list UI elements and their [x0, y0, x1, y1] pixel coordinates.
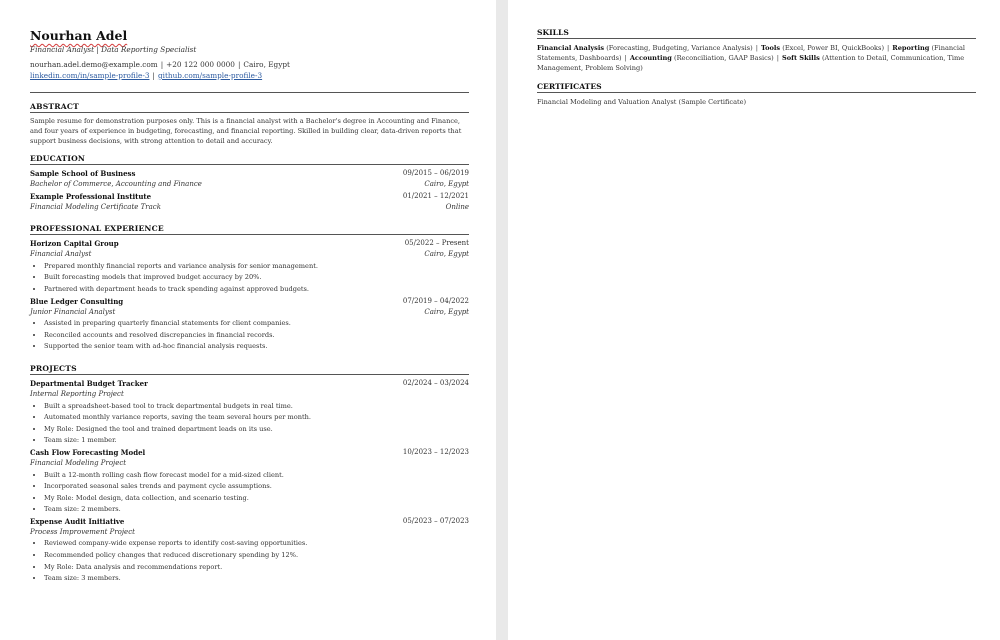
email-text: nourhan.adel.demo@example.com	[30, 60, 158, 69]
bullet-item: • My Role: Designed the tool and trained department leads on its use.	[44, 424, 469, 436]
bullet-list	[30, 318, 469, 353]
experience-entry	[30, 238, 469, 295]
entry-dates: 05/2023 – 07/2023	[402, 516, 469, 525]
entry-location: Cairo, Egypt	[424, 180, 469, 189]
skill-label: Reporting	[892, 44, 930, 52]
entry-dates: 09/2015 – 06/2019	[402, 169, 469, 177]
github-link[interactable]: github.com/sample-profile-3	[157, 71, 263, 80]
bullet-item: • Built a 12-month rolling cash flow forecast model for a mid-sized client.	[44, 470, 469, 482]
bullet-item: • My Role: Data analysis and recommendations report.	[44, 562, 469, 574]
bullet-item: • Supported the senior team with ad-hoc financial analysis requests.	[44, 341, 469, 353]
job-role: Financial Analyst	[30, 250, 92, 259]
section-title-skills: SKILLS	[537, 28, 976, 39]
project-name: Departmental Budget Tracker	[30, 378, 148, 388]
skill-label: Financial Analysis	[537, 44, 605, 52]
education-entry	[30, 168, 469, 191]
certificate-item: Financial Modeling and Valuation Analyst (Sample Certificate)	[537, 98, 747, 106]
skills-text	[537, 43, 976, 73]
section-title-education: EDUCATION	[30, 154, 469, 165]
skill-detail: (Forecasting, Budgeting, Variance Analysis)	[606, 44, 753, 52]
entry-dates: 05/2022 – Present	[404, 239, 469, 248]
entry-dates: 07/2019 – 04/2022	[402, 296, 469, 305]
project-name: Cash Flow Forecasting Model	[30, 447, 146, 457]
entry-location: Cairo, Egypt	[424, 250, 469, 259]
degree-name: Bachelor of Commerce, Accounting and Finance	[30, 180, 202, 189]
bullet-list	[30, 538, 469, 584]
entry-dates: 01/2021 – 12/2021	[402, 191, 469, 200]
job-role: Junior Financial Analyst	[30, 307, 116, 316]
bullet-item: • Reviewed company-wide expense reports to identify cost-saving opportunities.	[44, 538, 469, 550]
skill-label: Soft Skills	[781, 54, 820, 62]
project-entry	[30, 447, 469, 516]
bullet-item: • Built a spreadsheet-based tool to track departmental budgets in real time.	[44, 401, 469, 413]
skill-detail: (Attention to Detail, Communication, Time Management, Problem Solving)	[537, 54, 965, 72]
candidate-title: Financial Analyst | Data Reporting Specialist	[30, 45, 197, 54]
entry-dates: 10/2023 – 12/2023	[402, 447, 469, 456]
section-title-abstract: ABSTRACT	[30, 102, 469, 113]
bullet-item: • Partnered with department heads to track spending against approved budgets.	[44, 284, 469, 296]
separator: |	[755, 44, 758, 52]
bullet-item: • My Role: Model design, data collection, and scenario testing.	[44, 493, 469, 505]
experience-entry	[30, 296, 469, 353]
bullet-item: • Prepared monthly financial reports and variance analysis for senior management.	[44, 261, 469, 273]
resume-page-2	[508, 0, 1000, 640]
bullet-item: • Automated monthly variance reports, saving the team several hours per month.	[44, 412, 469, 424]
project-entry	[30, 378, 469, 447]
phone-text: +20 122 000 0000	[166, 60, 235, 69]
entry-location: Cairo, Egypt	[424, 307, 469, 316]
candidate-name: Nourhan Adel	[30, 28, 128, 43]
separator: |	[624, 54, 627, 62]
project-type: Internal Reporting Project	[30, 390, 124, 399]
skill-detail: (Excel, Power BI, QuickBooks)	[782, 44, 885, 52]
resume-page-1	[0, 0, 496, 640]
section-title-experience: PROFESSIONAL EXPERIENCE	[30, 224, 469, 235]
entry-location: Online	[445, 202, 469, 211]
school-name: Example Professional Institute	[30, 191, 152, 201]
company-name: Horizon Capital Group	[30, 239, 119, 249]
bullet-item: • Reconciled accounts and resolved discrepancies in financial records.	[44, 330, 469, 342]
abstract-text: Sample resume for demonstration purposes only. This is a financial analyst with a Bachelor's degree in Accounting and Finance, and four years of experience in budgeting, forecasting, and financial reporting. Skilled in building clear, data-driven reports that support business decisions, with strong attention to detail and accuracy.	[30, 117, 462, 145]
bullet-item: • Built forecasting models that improved budget accuracy by 20%.	[44, 272, 469, 284]
skill-detail: (Financial Statements, Dashboards)	[537, 44, 966, 62]
bullet-item: • Recommended policy changes that reduced discretionary spending by 12%.	[44, 550, 469, 562]
separator: |	[776, 54, 779, 62]
separator: |	[237, 60, 241, 69]
separator: |	[887, 44, 890, 52]
education-entry	[30, 191, 469, 214]
bullet-item: • Team size: 3 members.	[44, 573, 469, 585]
degree-name: Financial Modeling Certificate Track	[30, 202, 161, 211]
links-line	[30, 70, 469, 81]
linkedin-link[interactable]: linkedin.com/in/sample-profile-3	[30, 71, 150, 80]
separator: |	[160, 60, 164, 69]
school-name: Sample School of Business	[30, 169, 136, 178]
bullet-list	[30, 401, 469, 447]
bullet-item: • Incorporated seasonal sales trends and payment cycle assumptions.	[44, 481, 469, 493]
bullet-list	[30, 261, 469, 296]
section-title-certificates: CERTIFICATES	[537, 82, 976, 93]
separator: |	[152, 71, 155, 80]
section-title-projects: PROJECTS	[30, 364, 469, 375]
project-entry	[30, 516, 469, 585]
project-name: Expense Audit Initiative	[30, 516, 125, 526]
project-type: Financial Modeling Project	[30, 459, 127, 468]
contact-line	[30, 59, 469, 70]
header-divider	[30, 92, 469, 93]
bullet-item: • Team size: 2 members.	[44, 504, 469, 516]
skill-label: Tools	[760, 44, 781, 52]
bullet-item: • Assisted in preparing quarterly financial statements for client companies.	[44, 318, 469, 330]
skill-detail: (Reconciliation, GAAP Basics)	[674, 54, 774, 62]
skill-label: Accounting	[629, 54, 672, 62]
entry-dates: 02/2024 – 03/2024	[402, 378, 469, 387]
location-text: Cairo, Egypt	[243, 60, 290, 69]
bullet-list	[30, 470, 469, 516]
project-type: Process Improvement Project	[30, 528, 135, 537]
bullet-item: • Team size: 1 member.	[44, 435, 469, 447]
company-name: Blue Ledger Consulting	[30, 296, 124, 306]
